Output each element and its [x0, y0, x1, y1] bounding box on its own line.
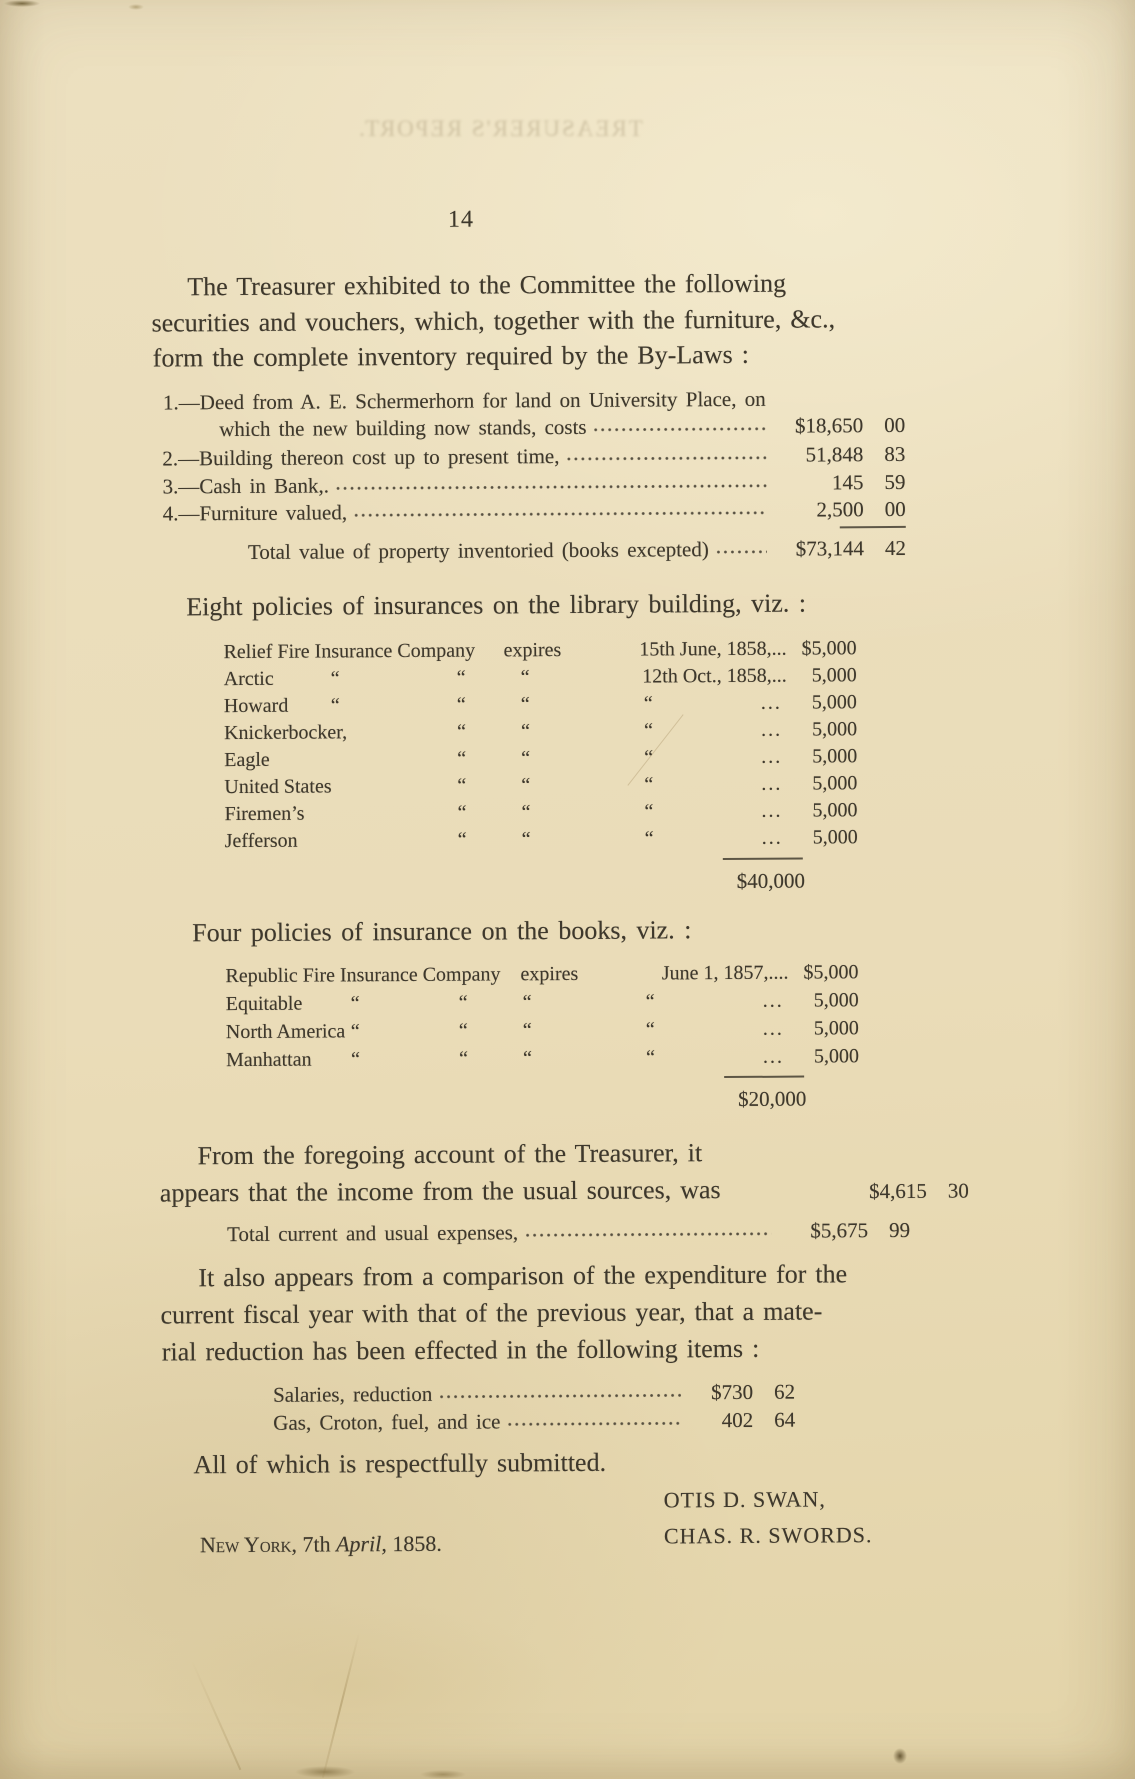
policy-amount: 5,000: [812, 772, 858, 795]
ditto-mark: “: [643, 692, 653, 715]
amount-dollars: 145: [831, 470, 864, 495]
inventory-line: [163, 497, 906, 527]
reduction-item: [273, 1380, 795, 1408]
policy-amount: 5,000: [812, 745, 858, 768]
reduction-label: Salaries, reduction: [273, 1381, 433, 1407]
intro-line: The Treasurer exhibited to the Committee the following: [187, 268, 787, 302]
expiry-date: June 1, 1857,....: [661, 961, 789, 985]
amount-dollars: $18,650: [794, 413, 864, 438]
leader-dots: ...: [762, 989, 784, 1012]
amount-dollars: 2,500: [816, 497, 864, 522]
amount-cents: 00: [884, 496, 906, 522]
policy-amount: 5,000: [813, 989, 859, 1012]
policy-amount: 5,000: [813, 1017, 859, 1040]
company-name: United States: [224, 775, 332, 799]
policy-amount: 5,000: [812, 799, 858, 822]
company-name: Knickerbocker,: [223, 721, 348, 745]
amount-cents: 59: [884, 469, 906, 495]
ditto-mark: “: [643, 719, 653, 742]
amount-dollars: 51,848: [805, 442, 864, 467]
signature: OTIS D. SWAN,: [663, 1486, 826, 1513]
inventory-line: [162, 470, 905, 500]
ditto-mark: “: [521, 774, 531, 797]
policy-row: [1, 1044, 1135, 1077]
leader-dots: ...: [760, 691, 782, 714]
sum-rule: [724, 1076, 804, 1078]
company-name: Eagle: [224, 748, 270, 772]
dot-leader: [594, 421, 767, 434]
expires-label: expires: [520, 962, 579, 986]
dot-leader: [525, 1226, 771, 1240]
ditto-mark: “: [520, 693, 530, 716]
reduction-line: current fiscal year with that of the previous year, that a mate-: [160, 1296, 823, 1330]
intro-line: form the complete inventory required by the By-Laws :: [152, 339, 749, 373]
ditto-mark: “: [644, 746, 654, 769]
show-through-text: TREASURER'S REPORT.: [357, 116, 643, 141]
leader-dots: ...: [760, 718, 783, 741]
page-number: 14: [447, 206, 474, 233]
company-name: Firemen’s: [224, 802, 305, 826]
section-heading: Four policies of insurance on the books, viz. :: [192, 915, 692, 948]
reduction-line: rial reduction has been effected in the following items :: [161, 1333, 760, 1367]
inventory-line: [219, 413, 905, 442]
ditto-mark: “: [520, 666, 530, 689]
inventory-line: [162, 442, 905, 472]
amount-cents: 62: [773, 1379, 796, 1404]
policy-amount: 5,000: [812, 826, 858, 849]
policy-row: [0, 960, 1135, 993]
policy-row: [1, 988, 1135, 1021]
reduction-label: Gas, Croton, fuel, and ice: [273, 1409, 501, 1435]
dot-leader: [354, 505, 767, 520]
inventory-label: 4.—Furniture valued,: [162, 500, 348, 526]
policy-amount: 5,000: [813, 1045, 860, 1068]
ditto-mark: “: [457, 747, 467, 770]
company-name: Equitable: [225, 992, 303, 1016]
company-name: Howard: [223, 694, 289, 718]
leader-dots: ...: [761, 772, 783, 795]
ditto-mark: “: [457, 801, 467, 824]
ditto-mark: “: [522, 1019, 532, 1042]
ditto-mark: “: [350, 1048, 360, 1071]
dot-leader: [566, 450, 766, 463]
amount-cents: 42: [884, 535, 906, 561]
dot-leader: [439, 1387, 681, 1400]
ditto-mark: “: [330, 667, 340, 690]
leader-dots: ...: [762, 1017, 784, 1040]
ditto-mark: “: [645, 990, 655, 1013]
income-line: appears that the income from the usual sources, was: [159, 1175, 721, 1208]
expires-label: expires: [503, 639, 562, 662]
ditto-mark: “: [350, 1020, 360, 1043]
ditto-mark: “: [644, 773, 654, 796]
ditto-mark: “: [644, 800, 654, 823]
income-amount: [832, 1178, 969, 1204]
policies-total: $40,000: [736, 868, 806, 893]
signature: CHAS. R. SWORDS.: [663, 1522, 873, 1549]
ditto-mark: “: [645, 1046, 655, 1069]
ditto-mark: “: [457, 774, 467, 797]
amount-dollars: $730: [710, 1379, 754, 1405]
company-name: Manhattan: [225, 1048, 312, 1072]
ditto-mark: “: [458, 1019, 468, 1042]
ditto-mark: “: [521, 828, 531, 851]
ditto-mark: “: [645, 1018, 655, 1041]
leader-dots: ...: [761, 799, 783, 822]
company-name: North America: [225, 1020, 346, 1044]
total-label: Total value of property inventoried (books excepted): [247, 537, 709, 564]
inventory-item-first-line: 1.—Deed from A. E. Schermerhorn for land on University Place, on: [162, 386, 766, 415]
amount-cents: 30: [947, 1178, 969, 1203]
ditto-mark: “: [456, 693, 466, 716]
policy-amount: 5,000: [811, 718, 858, 741]
ditto-mark: “: [522, 991, 532, 1014]
ditto-mark: “: [520, 720, 530, 743]
dot-leader: [336, 478, 767, 493]
dateline-year: 1858.: [386, 1530, 442, 1557]
policy-row: [1, 1016, 1135, 1049]
ditto-mark: “: [330, 694, 340, 717]
dateline-month: April,: [335, 1531, 387, 1557]
sum-rule: [723, 858, 803, 860]
amount-cents: 64: [774, 1407, 796, 1432]
inventory-label: which the new building now stands, costs: [219, 414, 587, 442]
sum-rule: [840, 526, 906, 528]
company-name: Republic Fire Insurance Company: [225, 963, 501, 988]
income-line: From the foregoing account of the Treasurer, it: [197, 1138, 703, 1171]
reduction-item: [273, 1408, 795, 1436]
amount-cents: 00: [884, 412, 906, 438]
policy-amount: $5,000: [803, 961, 859, 984]
policy-amount: $5,000: [801, 637, 857, 660]
leader-dots: ...: [762, 1045, 785, 1068]
company-name: Jefferson: [224, 829, 298, 853]
amount-dollars: 402: [721, 1407, 754, 1433]
leader-dots: ...: [761, 826, 783, 849]
policy-amount: 5,000: [811, 691, 857, 714]
ditto-mark: “: [456, 666, 466, 689]
company-name: Relief Fire Insurance Company: [223, 639, 476, 664]
amount-dollars: $4,615: [869, 1178, 927, 1204]
ditto-mark: “: [456, 720, 466, 743]
dateline-day: 7th: [296, 1531, 337, 1557]
ditto-mark: “: [458, 991, 468, 1014]
ditto-mark: “: [521, 801, 531, 824]
closing-statement: All of which is respectfully submitted.: [193, 1447, 607, 1480]
ditto-mark: “: [350, 992, 360, 1015]
policy-amount: 5,000: [811, 664, 857, 687]
amount-cents: 99: [889, 1217, 911, 1243]
amount-cents: 83: [884, 441, 906, 467]
amount-dollars: $73,144: [795, 536, 864, 561]
inventory-label: 3.—Cash in Bank,.: [162, 473, 330, 499]
leader-dots: ...: [761, 745, 783, 768]
reduction-line: It also appears from a comparison of the expenditure for the: [198, 1259, 848, 1293]
intro-line: securities and vouchers, which, together with the furniture, &c.,: [151, 304, 836, 338]
expiry-date: 15th June, 1858,...: [639, 637, 787, 661]
expenses-label: Total current and usual expenses,: [227, 1220, 519, 1247]
expenses-line: [227, 1218, 910, 1247]
ditto-mark: “: [458, 1047, 468, 1070]
dateline-place: New York,: [199, 1531, 298, 1558]
policy-row: [0, 825, 1135, 858]
ditto-mark: “: [644, 827, 654, 850]
dateline: [200, 1531, 442, 1558]
company-name: Arctic: [223, 667, 274, 691]
ditto-mark: “: [522, 1047, 532, 1070]
dot-leader: [716, 544, 767, 556]
dot-leader: [507, 1415, 681, 1428]
amount-dollars: $5,675: [810, 1218, 869, 1243]
ditto-mark: “: [457, 828, 467, 851]
ditto-mark: “: [521, 747, 531, 770]
section-heading: Eight policies of insurances on the library building, viz. :: [186, 588, 807, 622]
policies-total: $20,000: [737, 1086, 807, 1111]
inventory-label: 2.—Building thereon cost up to present time,: [162, 444, 560, 471]
inventory-total-line: [248, 536, 906, 565]
expiry-date: 12th Oct., 1858,...: [642, 664, 787, 688]
